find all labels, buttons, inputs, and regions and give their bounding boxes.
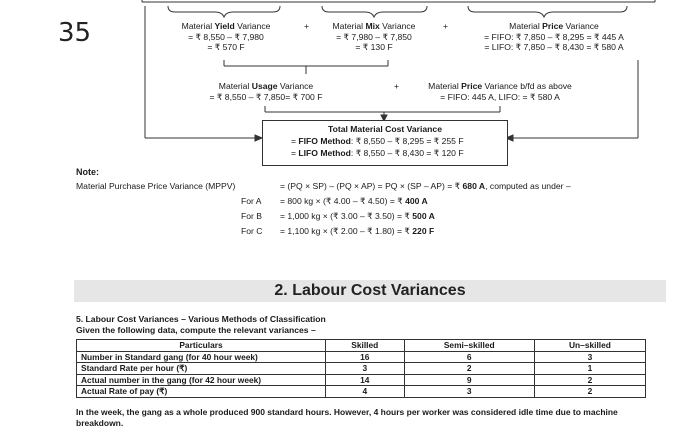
total-fifo-line: = FIFO Method: ₹ 8,550 – ₹ 8,295 = ₹ 255 F (291, 135, 464, 146)
yield-variance-title: Material Yield Variance (181, 21, 271, 31)
mix-variance-line1: = ₹ 7,980 – ₹ 7,850 (336, 31, 412, 42)
usage-price-bracket (265, 106, 500, 121)
plus-sign-3: + (394, 81, 400, 91)
table-row (77, 386, 646, 398)
mix-variance-line2: = ₹ 130 F (355, 42, 393, 52)
table-cell-particulars: Actual Rate of pay (₹) (77, 386, 326, 398)
table-row (77, 351, 646, 363)
yield-variance-block (164, 21, 288, 53)
table-cell-un-skilled: 1 (534, 363, 645, 375)
table-cell-semi-skilled: 6 (404, 351, 534, 363)
price-bfd-block (410, 81, 590, 102)
table-cell-un-skilled: 3 (534, 351, 645, 363)
page-number: 35 (58, 18, 92, 48)
top-braces (168, 6, 627, 17)
note-row-b-calc: = 1,000 kg × (₹ 3.00 – ₹ 3.50) = ₹ 500 A (280, 211, 435, 221)
mix-variance-block (324, 21, 424, 53)
table-cell-particulars: Standard Rate per hour (₹) (77, 363, 326, 375)
table-cell-skilled: 16 (326, 351, 405, 363)
table-header-skilled: Skilled (326, 340, 405, 352)
labour-data-table (76, 339, 646, 398)
yield-variance-line1: = ₹ 8,550 – ₹ 7,980 (188, 31, 264, 42)
mix-variance-title: Material Mix Variance (332, 21, 416, 31)
table-cell-skilled: 14 (326, 374, 405, 386)
mppv-formula: = (PQ × SP) – (PQ × AP) = PQ × (SP – AP) = ₹ 680 A, computed as under – (280, 181, 571, 191)
table-header-semi-skilled: Semi–skilled (404, 340, 534, 352)
plus-sign-1: + (304, 21, 310, 31)
plus-sign-2: + (443, 21, 449, 31)
usage-variance-title: Material Usage Variance (218, 81, 314, 91)
table-row (77, 363, 646, 375)
total-cost-variance-title: Total Material Cost Variance (328, 124, 442, 134)
table-cell-particulars: Number in Standard gang (for 40 hour week) (77, 351, 326, 363)
question-subtitle: Given the following data, compute the relevant variances – (76, 325, 316, 335)
usage-variance-line1: = ₹ 8,550 – ₹ 7,850= ₹ 700 F (209, 91, 323, 102)
table-header-un-skilled: Un–skilled (534, 340, 645, 352)
table-cell-semi-skilled: 9 (404, 374, 534, 386)
table-header-particulars: Particulars (77, 340, 326, 352)
total-cost-variance-box (262, 120, 508, 166)
total-lifo-line: = LIFO Method: ₹ 8,550 – ₹ 8,430 = ₹ 120 F (291, 148, 464, 158)
table-cell-skilled: 3 (326, 363, 405, 375)
note-row-c-label: For C (241, 226, 263, 236)
price-variance-block (466, 21, 642, 53)
table-cell-semi-skilled: 3 (404, 386, 534, 398)
note-row-a-label: For A (241, 196, 262, 206)
table-cell-particulars: Actual number in the gang (for 42 hour week) (77, 374, 326, 386)
table-cell-semi-skilled: 2 (404, 363, 534, 375)
question-title: 5. Labour Cost Variances – Various Methods of Classification (76, 314, 326, 324)
usage-variance-block (196, 81, 336, 102)
price-variance-lifo: = LIFO: ₹ 7,850 – ₹ 8,430 = ₹ 580 A (484, 42, 624, 52)
note-row-a-calc: = 800 kg × (₹ 4.00 – ₹ 4.50) = ₹ 400 A (280, 196, 428, 206)
price-bfd-line1: = FIFO: 445 A, LIFO: = ₹ 580 A (440, 91, 560, 102)
note-label: Note: (76, 167, 99, 177)
table-cell-un-skilled: 2 (534, 374, 645, 386)
mppv-label: Material Purchase Price Variance (MPPV) (76, 181, 236, 191)
table-row (77, 374, 646, 386)
price-variance-fifo: = FIFO: ₹ 7,850 – ₹ 8,295 = ₹ 445 A (484, 31, 624, 42)
section-heading: 2. Labour Cost Variances (274, 282, 466, 299)
top-table-stub (142, 0, 655, 2)
footnote: In the week, the gang as a whole produced 900 standard hours. However, 4 hours per worker was considered idle time due to machine breakdown. (76, 407, 618, 428)
table-cell-skilled: 4 (326, 386, 405, 398)
table-header-row (77, 340, 646, 352)
note-row-c-calc: = 1,100 kg × (₹ 2.00 – ₹ 1.80) = ₹ 220 F (280, 226, 435, 236)
table-cell-un-skilled: 2 (534, 386, 645, 398)
price-variance-title: Material Price Variance (509, 21, 599, 31)
yield-variance-line2: = ₹ 570 F (207, 42, 245, 52)
note-row-b-label: For B (241, 211, 263, 221)
price-bfd-title: Material Price Variance b/fd as above (428, 81, 572, 91)
yield-mix-bracket (224, 60, 388, 74)
